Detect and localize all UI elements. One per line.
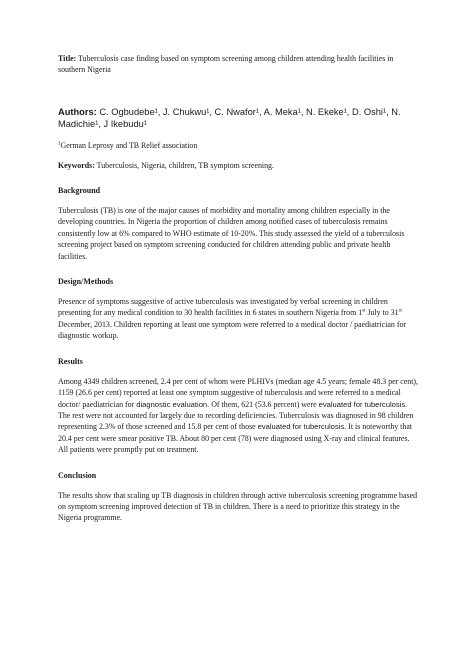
paper-title: Tuberculosis case finding based on symptom screening among children attending health facilities in southern Nigeria bbox=[58, 54, 394, 75]
title-label: Title: bbox=[58, 54, 77, 63]
methods-text-b: July to 31 bbox=[365, 308, 399, 318]
results-paragraph bbox=[58, 376, 418, 456]
results-text-b: Of them, 621 (53.6 percent) were bbox=[209, 399, 319, 409]
keywords-text: Tuberculosis, Nigeria, children, TB symptom screening. bbox=[96, 160, 274, 170]
conclusion-paragraph: The results show that scaling up TB diagnosis in children through active tuberculosis screening programme based on symptom screening improved detection of TB in children. There is a need to prioritize this strategy in the Nigeria programme. bbox=[58, 490, 418, 523]
background-paragraph: Tuberculosis (TB) is one of the major causes of morbidity and mortality among children especially in the developing countries. In Nigeria the proportion of children among notified cases of tuberculosis remains consistently low at 6% compared to WHO estimate of 10-20%. This study assessed the yield of a tuberculosis screening project based on symptom screening conducted for children attending public and private health facilities. bbox=[58, 206, 405, 261]
affiliation-text: German Leprosy and TB Relief association bbox=[60, 141, 198, 151]
affiliation-marker: 1 bbox=[58, 141, 61, 147]
methods-text-c: December, 2013. Children reporting at least one symptom were referred to a medical doctor / paediatrician for diagnostic workup. bbox=[58, 319, 407, 341]
results-sans-c: evaluated for tuberculosis. bbox=[257, 422, 347, 432]
authors-label: Authors: bbox=[58, 106, 97, 117]
keywords-label: Keywords: bbox=[58, 160, 95, 170]
authors-list: C. Ogbudebe¹, J. Chukwu¹, C. Nwafor¹, A. Meka¹, N. Ekeke¹, D. Oshi¹, N. Madichie¹, J Ikebudu¹ bbox=[58, 106, 401, 130]
conclusion-heading: Conclusion bbox=[58, 470, 97, 480]
methods-sup-a: st bbox=[362, 308, 366, 314]
methods-text-a: Presence of symptoms suggestive of active tuberculosis was investigated by verbal screening in children presenting for any medical condition to 30 health facilities in 6 states in southern Nigeria from 1 bbox=[58, 297, 388, 318]
methods-sup-b: st bbox=[398, 308, 402, 314]
results-text-a: Among 4349 children screened, 2.4 per cent of whom were PLHIVs (median age 4.5 years; female 48.3 per cent), 1159 (26.6 per cent) reported at least one symptom suggestive of tuberculosis and were referred to a medical doctor/ paediatrician for bbox=[58, 376, 418, 409]
abstract-body bbox=[58, 53, 418, 524]
results-sans-b: evaluated for tuberculosis. bbox=[318, 399, 408, 409]
title-line bbox=[58, 53, 418, 76]
keywords-line bbox=[58, 160, 418, 171]
methods-heading: Design/Methods bbox=[58, 277, 114, 287]
affiliation bbox=[58, 140, 418, 151]
results-sans-a: diagnostic evaluation. bbox=[136, 399, 210, 409]
background-heading: Background bbox=[58, 186, 101, 196]
results-text-d: It is noteworthy that 20.4 per cent were smear positive TB. About 80 per cent (78) were diagnosed using X-ray and clinical features. All patients were promptly put on treatment. bbox=[58, 422, 413, 455]
authors-line bbox=[58, 106, 418, 130]
results-heading: Results bbox=[58, 356, 83, 366]
results-text-c: The rest were not accounted for largely due to recording deficiencies. Tuberculosis was diagnosed in 98 children representing 2.3% of those screened and 15.8 per cent of those bbox=[58, 410, 414, 432]
methods-paragraph bbox=[58, 296, 418, 342]
